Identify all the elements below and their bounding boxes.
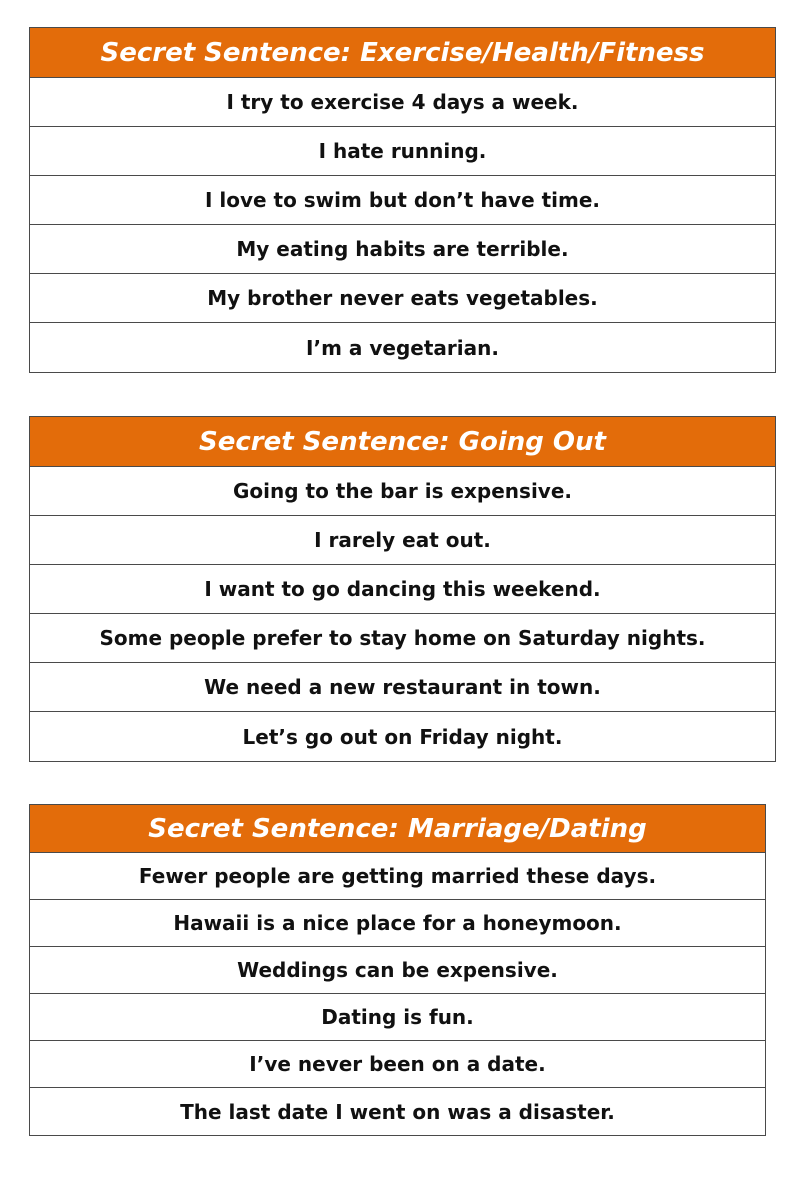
sentence-row: My brother never eats vegetables. (30, 274, 775, 323)
sentence-row: We need a new restaurant in town. (30, 663, 775, 712)
sentence-row: I’ve never been on a date. (30, 1041, 765, 1088)
sentence-row: I want to go dancing this weekend. (30, 565, 775, 614)
sentence-table-marriage-dating (29, 804, 766, 1136)
sentence-table-going-out (29, 416, 776, 762)
sentence-row: I hate running. (30, 127, 775, 176)
sentence-row: Some people prefer to stay home on Saturday nights. (30, 614, 775, 663)
sentence-row: I rarely eat out. (30, 516, 775, 565)
sentence-row: I try to exercise 4 days a week. (30, 78, 775, 127)
table-title: Secret Sentence: Marriage/Dating (30, 805, 765, 853)
sentence-row: My eating habits are terrible. (30, 225, 775, 274)
sentence-table-exercise (29, 27, 776, 373)
sentence-row: Hawaii is a nice place for a honeymoon. (30, 900, 765, 947)
sentence-row: I love to swim but don’t have time. (30, 176, 775, 225)
sentence-row: Going to the bar is expensive. (30, 467, 775, 516)
table-title: Secret Sentence: Exercise/Health/Fitness (30, 28, 775, 78)
table-title: Secret Sentence: Going Out (30, 417, 775, 467)
sentence-row: Let’s go out on Friday night. (242, 724, 563, 749)
sentence-row: Dating is fun. (30, 994, 765, 1041)
sentence-row: Weddings can be expensive. (30, 947, 765, 994)
sentence-row: I’m a vegetarian. (306, 335, 499, 360)
sentence-row: Fewer people are getting married these days. (30, 853, 765, 900)
sentence-row: The last date I went on was a disaster. (180, 1099, 615, 1124)
